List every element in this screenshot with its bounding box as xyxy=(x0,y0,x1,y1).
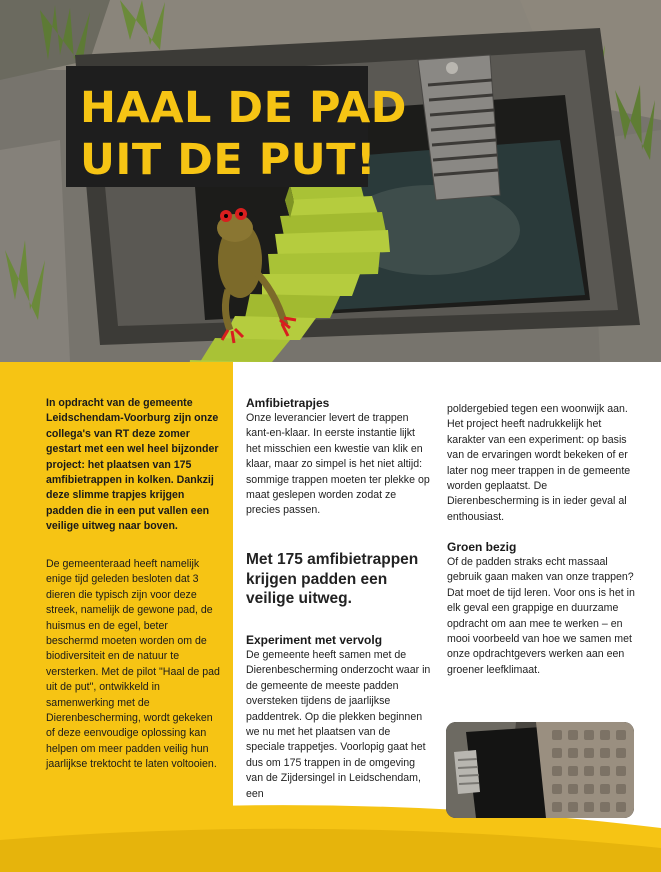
pull-quote: Met 175 amfibietrappen krijgen padden een veilige uitweg. xyxy=(246,551,419,607)
continuation-paragraph: poldergebied tegen een woonwijk aan. Het project heeft nadrukkelijk het karakter van een experiment: op basis van de ervaringen wordt bekeken of er later nog meer trappen in de gemeente worden geplaatst. De Dierenbescherming is in ieder geval al enthousiast. xyxy=(447,403,631,523)
section-text: Of de padden straks echt massaal gebruik gaan maken van onze trappen? Dat moet de tijd leren. Voor ons is het in elk geval een grappige en duurzame opdracht om aan mee te werken – en mooi voorbeeld van hoe we samen met onze opdrachtgevers werken aan een groener leefklimaat. xyxy=(447,556,635,676)
headline-line-2: UIT DE PUT! xyxy=(80,135,377,185)
headline-box xyxy=(66,66,407,187)
section-text: Onze leverancier levert de trappen kant-en-klaar. In eerste instantie lijkt het misschien een kwestie van klik en klaar, maar zo simpel is het niet altijd: sommige trappen moeten ter plekke op maat geslepen worden zodat ze precies passen. xyxy=(246,412,430,517)
section-amfibietrapjes xyxy=(246,396,432,519)
section-groen-bezig xyxy=(447,540,637,678)
section-text: De gemeente heeft samen met de Dierenbescherming onderzocht waar in de gemeente de meeste padden oversteken tijdens de jaarlijkse paddentrek. Op die plekken beginnen we nu met het plaatsen van de speciale trappetjes. Voorlopig gaat het dus om 175 trappen in de omgeving van de Zijdersingel in Leidschendam, een xyxy=(246,649,431,800)
intro-paragraph: In opdracht van de gemeente Leidschendam-Voorburg zijn onze collega's van RT deze zomer gestart met een wel heel bijzonder project: het plaatsen van 175 amfibietrappen in kolken. Dankzij deze slimme trapjes krijgen padden die in een put vallen een veilige uitweg naar boven. xyxy=(46,397,219,533)
headline-line-1: HAAL DE PAD xyxy=(80,83,407,133)
section-heading: Amfibietrapjes xyxy=(246,396,330,410)
section-experiment xyxy=(246,633,432,802)
installed-stair-photo xyxy=(446,722,634,818)
installed-stair-illustration xyxy=(446,722,634,818)
section-heading: Groen bezig xyxy=(447,540,517,554)
section-heading: Experiment met vervolg xyxy=(246,633,383,647)
hero-photo xyxy=(0,0,661,362)
body-left-paragraph: De gemeenteraad heeft namelijk enige tijd geleden besloten dat 3 dieren die typisch zijn voor deze streek, namelijk de gewone pad, de huismus en de egel, beter beschermd moeten worden om de biodiversiteit en de natuur te versterken. Met de pilot "Haal de pad uit de put", ontwikkeld in samenwerking met de Dierenbescherming, wordt gekeken of deze eenvoudige oplossing kan helpen om meer padden veilig hun jaarlijkse trektocht te laten voltooien. xyxy=(46,558,220,771)
